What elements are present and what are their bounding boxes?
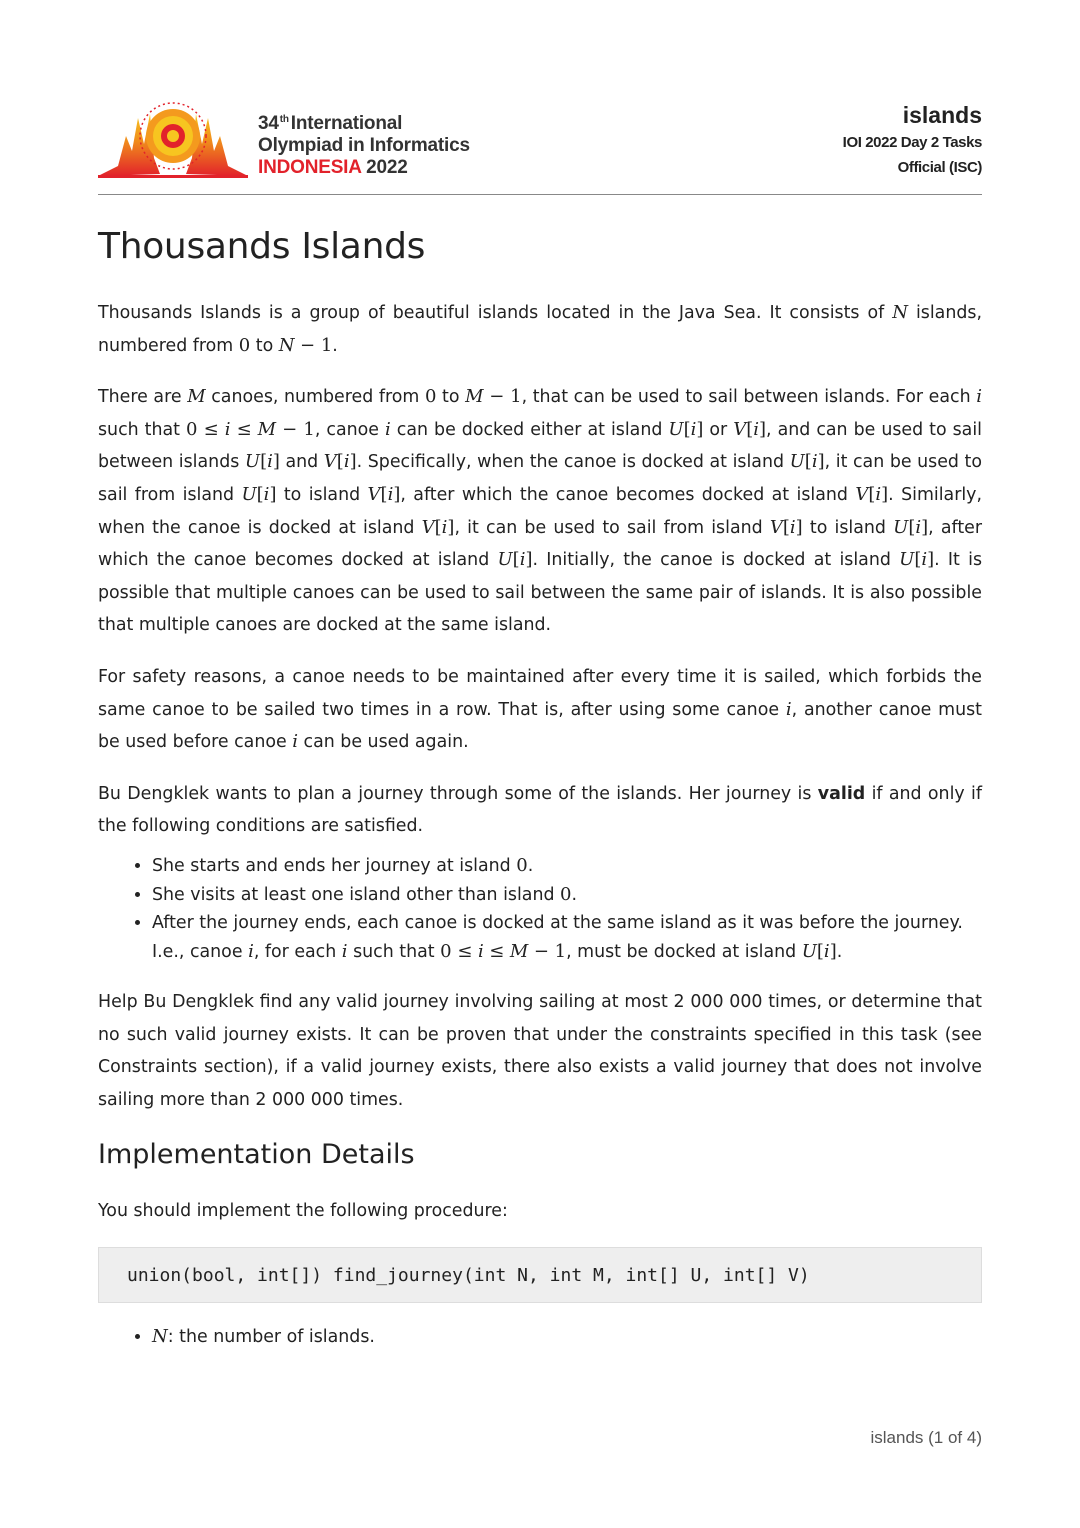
contest-label: IOI 2022 Day 2 Tasks	[842, 134, 982, 151]
ioi-logo-icon	[98, 96, 248, 178]
code-block: union(bool, int[]) find_journey(int N, int M, int[] U, int[] V)	[98, 1247, 982, 1303]
list-item: • After the journey ends, each canoe is docked at the same island as it was before the journey. I.e., canoe i, for each i such that 0 ≤ i ≤ M − 1, must be docked at island U[i].	[152, 909, 982, 966]
paragraph-implement: You should implement the following procedure:	[98, 1201, 508, 1222]
list-item: • She visits at least one island other than island 0.	[152, 881, 982, 910]
logo-text	[258, 109, 470, 179]
paragraph-safety: For safety reasons, a canoe needs to be maintained after every time it is sailed, which forbids the same canoe to be sailed two times in a row. That is, after using some canoe i, another canoe must be used before canoe i can be used again.	[98, 666, 982, 753]
logo-line-3: INDONESIA 2022	[258, 157, 408, 178]
paragraph-canoes: There are M canoes, numbered from 0 to M − 1, that can be used to sail between islands. For each i such that 0 ≤ i ≤ M − 1, canoe i can be docked either at island U[i] or V[i], and can be used to sail between islands U[i] and V[i]. Specifically, when the canoe is docked at island U[i], it can be used to sail from island U[i] to island V[i], after which the canoe becomes docked at island V[i]. Similarly, when the canoe is docked at island V[i], it can be used to sail from island V[i] to island U[i], after which the canoe becomes docked at island U[i]. Initially, the canoe is docked at island U[i]. It is possible that multiple canoes can be used to sail between the same pair of islands. It is also possible that multiple canoes are docked at the same island.	[98, 386, 983, 636]
page-footer: islands (1 of 4)	[870, 1428, 982, 1447]
paragraph-intro: Thousands Islands is a group of beautiful islands located in the Java Sea. It consists of N islands, numbered from 0 to N − 1.	[98, 302, 982, 356]
page-title: Thousands Islands	[98, 226, 426, 267]
section-title-implementation: Implementation Details	[98, 1138, 415, 1170]
list-item: • She starts and ends her journey at island 0.	[152, 852, 982, 881]
params-list	[98, 1323, 982, 1352]
conditions-list	[98, 852, 982, 966]
logo-line-2: Olympiad in Informatics	[258, 135, 470, 156]
paragraph-journey: Bu Dengklek wants to plan a journey through some of the islands. Her journey is valid if and only if the following conditions are satisfied.	[98, 783, 982, 837]
status-label: Official (ISC)	[897, 159, 982, 176]
task-name: islands	[902, 102, 982, 128]
header-meta	[843, 100, 982, 180]
statement-body	[98, 297, 982, 1371]
list-item: • N: the number of islands.	[152, 1323, 982, 1352]
logo-line-1: 34th International	[258, 113, 403, 134]
page-header	[98, 92, 982, 195]
paragraph-help: Help Bu Dengklek find any valid journey involving sailing at most 2 000 000 times, or determine that no such valid journey exists. It can be proven that under the constraints specified in this task (see Constraints section), if a valid journey exists, there also exists a valid journey that does not involve sailing more than 2 000 000 times.	[98, 992, 982, 1111]
